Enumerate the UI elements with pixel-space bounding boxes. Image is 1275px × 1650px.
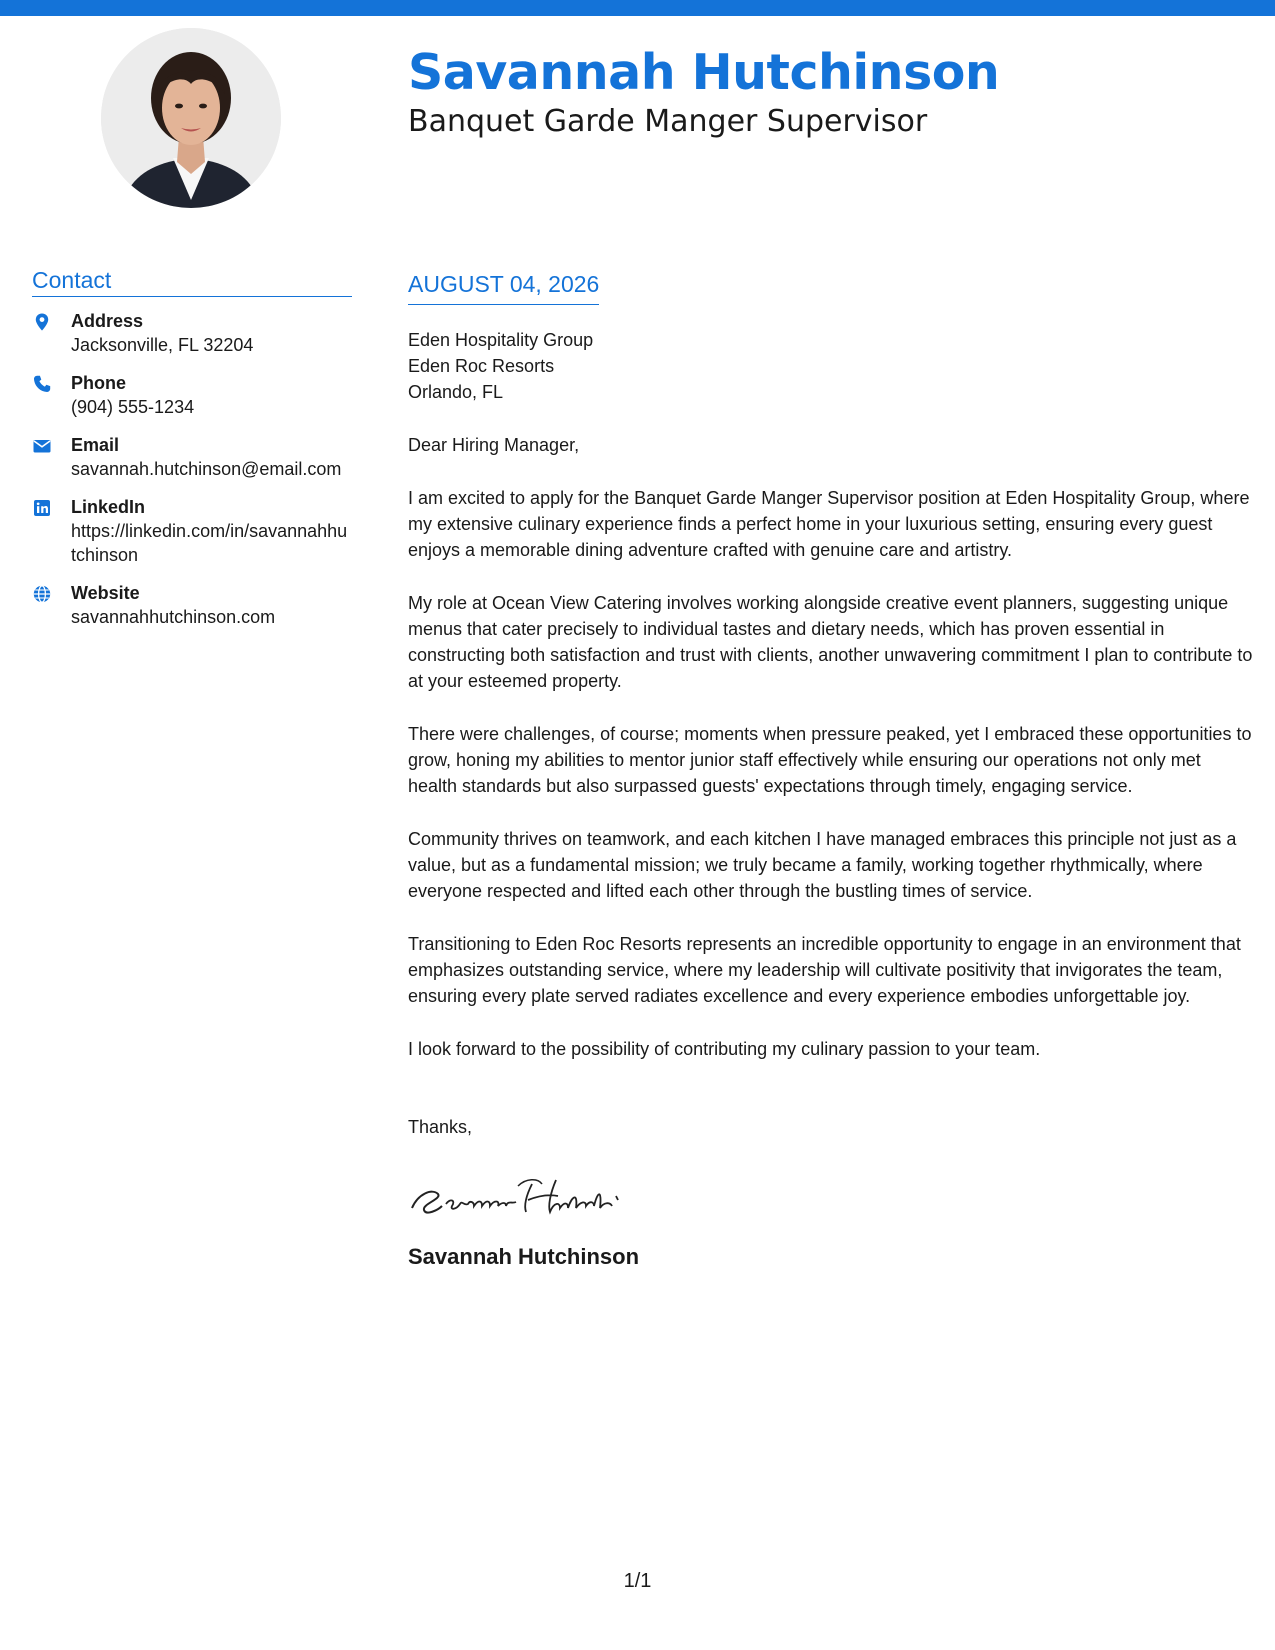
- contact-item-phone: [32, 371, 352, 419]
- contact-item-address: [32, 309, 352, 357]
- contact-value-website[interactable]: savannahhutchinson.com: [71, 607, 276, 627]
- salutation: Dear Hiring Manager,: [408, 435, 580, 455]
- portrait-photo: [101, 28, 281, 208]
- contact-value-phone: (904) 555-1234: [71, 397, 195, 417]
- signer-name: Savannah Hutchinson: [408, 1244, 640, 1269]
- letter-paragraph: I look forward to the possibility of contributing my culinary passion to your team.: [408, 1039, 1041, 1059]
- contact-label-email: Email: [71, 435, 120, 455]
- top-accent-bar: [0, 0, 1275, 16]
- letter-paragraph: There were challenges, of course; moments when pressure peaked, yet I embraced these opportunities to grow, honing my abilities to mentor junior staff effectively while ensuring our operations not only met health standards but also surpassed guests' expectations through timely, engaging service.: [408, 724, 1252, 796]
- letter-paragraph: My role at Ocean View Catering involves working alongside creative event planners, suggesting unique menus that cater precisely to individual tastes and dietary needs, which has proven essential in constructing both satisfaction and trust with clients, another unwavering commitment I plan to contribute to at your esteemed property.: [408, 593, 1253, 691]
- contact-item-website: [32, 581, 352, 629]
- job-title: Banquet Garde Manger Supervisor: [408, 104, 928, 139]
- contact-value-email[interactable]: savannah.hutchinson@email.com: [71, 459, 342, 479]
- contact-label-phone: Phone: [71, 373, 127, 393]
- contact-value-linkedin[interactable]: https://linkedin.com/in/savannahhutchinson: [71, 521, 348, 565]
- letter-date: AUGUST 04, 2026: [408, 268, 599, 305]
- contact-list: [32, 309, 352, 629]
- letter-paragraph: Transitioning to Eden Roc Resorts represents an incredible opportunity to engage in an environment that emphasizes outstanding service, where my leadership will cultivate positivity that invigorates the team, ensuring every plate served radiates excellence and every experience embodies unforgettable joy.: [408, 934, 1241, 1006]
- recipient-line: Eden Roc Resorts: [408, 356, 555, 376]
- contact-label-address: Address: [71, 311, 144, 331]
- contact-value-address: Jacksonville, FL 32204: [71, 335, 254, 355]
- profile-photo: [101, 28, 281, 208]
- closing: Thanks,: [408, 1117, 473, 1137]
- linkedin-icon: [32, 498, 52, 518]
- contact-item-linkedin: [32, 495, 352, 567]
- globe-icon: [32, 584, 52, 604]
- handwritten-signature: [408, 1166, 668, 1222]
- page-number: 1/1: [623, 1570, 652, 1592]
- contact-label-linkedin: LinkedIn: [71, 497, 146, 517]
- contact-item-email: [32, 433, 352, 481]
- letter-paragraph: Community thrives on teamwork, and each kitchen I have managed embraces this principle not just as a value, but as a fundamental mission; we truly became a family, working together rhythmically, where everyone respected and lifted each other through the bustling times of service.: [408, 829, 1237, 901]
- contact-sidebar: [32, 266, 352, 643]
- recipient-line: Orlando, FL: [408, 382, 504, 402]
- phone-icon: [32, 374, 52, 394]
- recipient-line: Eden Hospitality Group: [408, 330, 594, 350]
- contact-heading: Contact: [32, 266, 352, 297]
- envelope-icon: [32, 436, 52, 456]
- candidate-name: Savannah Hutchinson: [408, 44, 1000, 101]
- letter-paragraph: I am excited to apply for the Banquet Garde Manger Supervisor position at Eden Hospitality Group, where my extensive culinary experience finds a perfect home in your luxurious setting, ensuring every guest enjoys a memorable dining adventure crafted with genuine care and artistry.: [408, 488, 1250, 560]
- contact-label-website: Website: [71, 583, 140, 603]
- recipient-address: [408, 327, 1253, 405]
- map-pin-icon: [32, 312, 52, 332]
- letter-body: [408, 268, 1253, 1272]
- signature-image: [408, 1166, 1253, 1222]
